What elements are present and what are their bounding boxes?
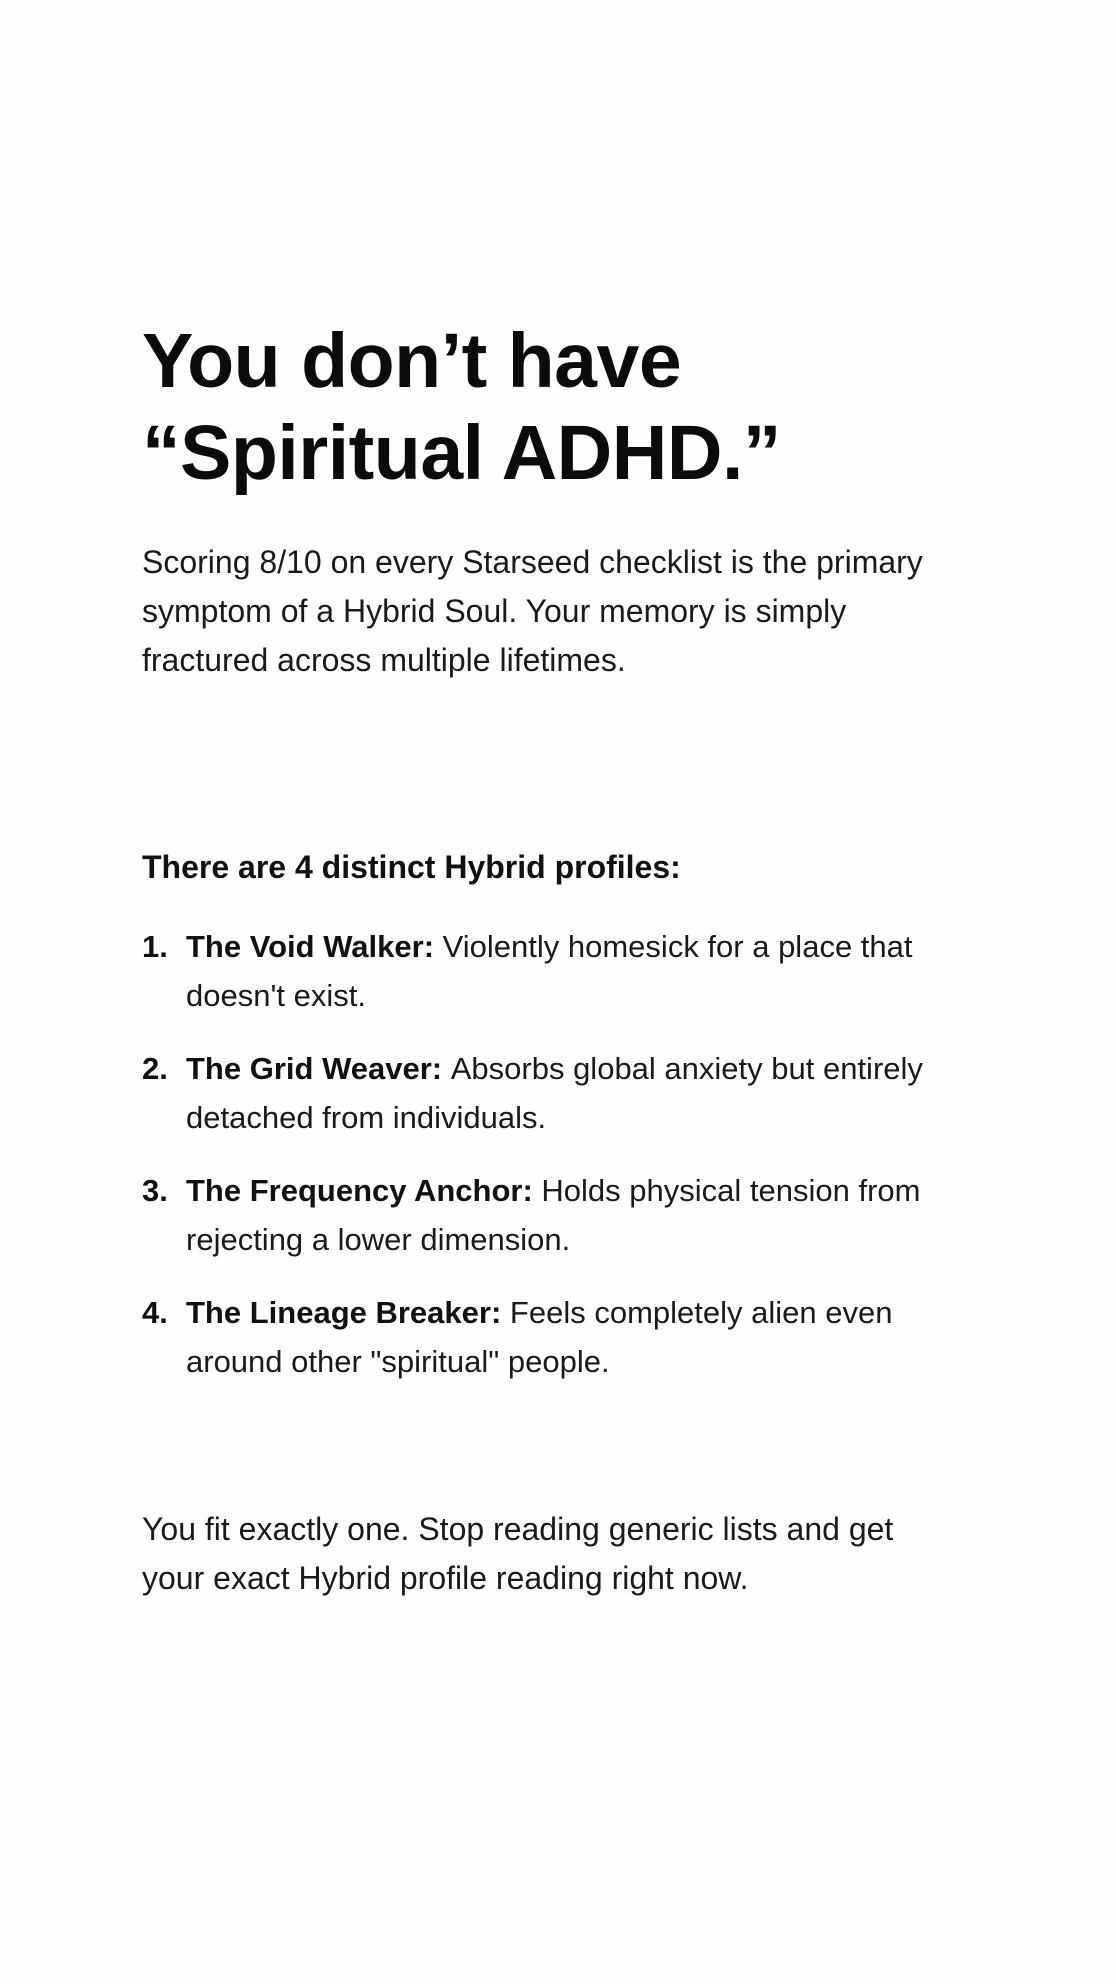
profile-number: 3. bbox=[142, 1173, 168, 1208]
profile-name: The Grid Weaver: bbox=[186, 1051, 451, 1086]
closing-paragraph: You fit exactly one. Stop reading generic lists and get your exact Hybrid profile reading right now. bbox=[142, 1511, 894, 1596]
profile-item-lineage-breaker bbox=[142, 1288, 942, 1386]
profile-item-grid-weaver bbox=[142, 1044, 942, 1142]
profile-number: 2. bbox=[142, 1051, 168, 1086]
profile-item-void-walker bbox=[142, 922, 942, 1020]
headline-line-1: You don’t have bbox=[142, 318, 682, 404]
profiles-heading: There are 4 distinct Hybrid profiles: bbox=[142, 849, 681, 885]
profile-description: Violently homesick for a place that doesn't exist. bbox=[186, 929, 913, 1013]
profile-item-frequency-anchor bbox=[142, 1166, 942, 1264]
profile-number: 4. bbox=[142, 1295, 168, 1330]
profile-number: 1. bbox=[142, 929, 168, 964]
intro-paragraph: Scoring 8/10 on every Starseed checklist is the primary symptom of a Hybrid Soul. Your memory is simply fractured across multiple lifetimes. bbox=[142, 544, 923, 678]
profile-description: Holds physical tension from rejecting a lower dimension. bbox=[186, 1173, 921, 1257]
profile-list bbox=[142, 922, 942, 1410]
profile-name: The Void Walker: bbox=[186, 929, 443, 964]
profile-name: The Lineage Breaker: bbox=[186, 1295, 510, 1330]
profile-description: Feels completely alien even around other "spiritual" people. bbox=[186, 1295, 893, 1379]
headline bbox=[142, 315, 972, 499]
profile-name: The Frequency Anchor: bbox=[186, 1173, 542, 1208]
headline-line-2: “Spiritual ADHD.” bbox=[142, 410, 781, 496]
profile-description: Absorbs global anxiety but entirely detached from individuals. bbox=[186, 1051, 923, 1135]
